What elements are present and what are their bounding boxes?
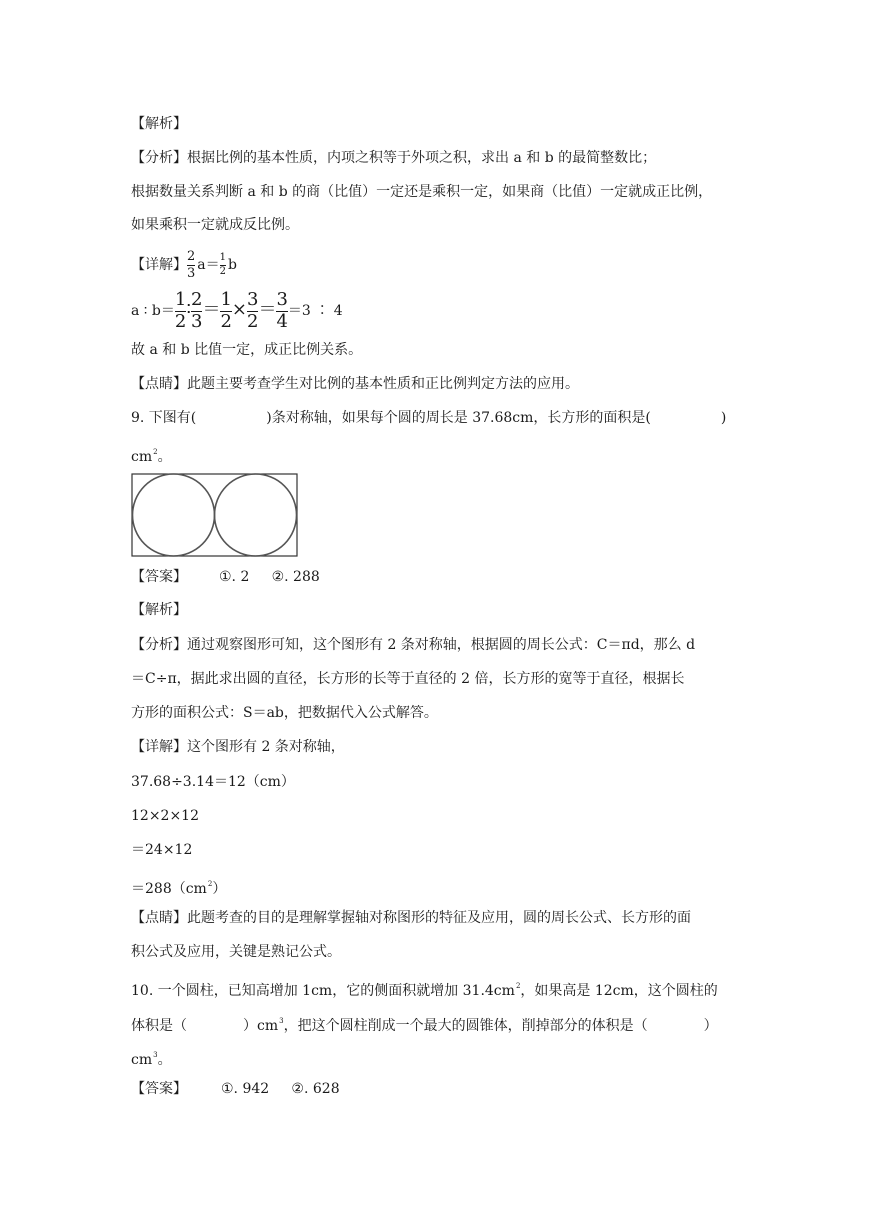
q9-fenxi-2: ＝C÷π，据此求出圆的直径，长方形的长等于直径的 2 倍，长方形的宽等于直径，根据长 [131,671,685,687]
fraction-4 [247,288,259,332]
fraction-3 [220,288,232,332]
q9-calc-4 [131,874,226,899]
denominator: 2 [219,265,227,277]
fenxi-line-2: 根据数量关系判断 a 和 b 的商（比值）一定还是乘积一定，如果商（比值）一定就成正比例， [131,184,713,200]
dianjing-text-1: 此题考查的目的是理解掌握轴对称图形的特征及应用，圆的周长公式、长方形的面 [187,910,691,926]
q9-jiexi: 【解析】 [131,602,187,618]
dianjing-text: 此题主要考查学生对比例的基本性质和正比例判定方法的应用。 [187,376,579,392]
fenxi-text-1: 通过观察图形可知，这个图形有 2 条对称轴，根据圆的周长公式：C＝πd，那么 d [187,637,696,653]
q10-superscript: 2 [515,982,521,990]
q10-line-1 [131,976,718,1001]
conclusion-line: 故 a 和 b 比值一定，成正比例关系。 [131,342,363,358]
answer-tag: 【答案】 [131,1081,187,1097]
times-sign: × [231,299,247,320]
fenxi-line-1 [131,148,656,168]
q9-unit [131,442,172,467]
fraction-2 [191,288,203,332]
xiangjie-tag: 【详解】 [131,257,187,274]
xiangjie-text: 这个图形有 2 条对称轴， [187,739,345,755]
numerator: 2 [187,249,196,264]
q9-calc-3: ＝24×12 [131,842,193,858]
q10-text-a: 10. 一个圆柱，已知高增加 1cm，它的侧面积就增加 31.4cm [131,983,515,999]
ratio-start: a ∶ b＝ [131,303,175,319]
denominator: 2 [174,310,187,332]
calc-text: ＝288（cm [131,881,207,897]
answer-text: ①. 942 ②. 628 [221,1081,340,1097]
q10-line-2 [131,1011,718,1036]
fraction-two-thirds [187,250,195,280]
ratio-colon: ∶ [186,299,191,320]
numerator: 3 [247,288,259,310]
unit-text: cm [131,449,153,465]
q9-calc-2: 12×2×12 [131,808,199,824]
denominator: 3 [187,265,196,281]
q10-answer [131,1079,340,1099]
calc-superscript: 2 [207,880,213,888]
fenxi-text-1: 根据比例的基本性质，内项之积等于外项之积，求出 a 和 b 的最简整数比； [187,150,657,166]
answer-tag: 【答案】 [131,569,187,585]
denominator: 3 [191,310,203,332]
q9-stem-a: 9. 下图有( [131,410,197,426]
equals-a: ＝ [202,299,221,320]
numerator: 3 [276,288,288,310]
fraction-5 [276,288,288,332]
q10-punct: 。 [157,1052,172,1068]
answer-text: ①. 2 ②. 288 [219,569,320,585]
q9-stem-b: )条对称轴，如果每个圆的周长是 37.68cm，长方形的面积是( [266,410,651,426]
q9-fenxi-3: 方形的面积公式：S＝ab，把数据代入公式解答。 [131,705,438,721]
fenxi-line-3: 如果乘积一定就成反比例。 [131,217,299,233]
equals-b: ＝ [258,299,277,320]
unit-punct: 。 [157,449,172,465]
rectangle-two-circles-figure [131,473,299,558]
ratio-end: ＝3 ∶ 4 [287,303,343,319]
q9-stem [131,408,726,428]
fraction-half [220,253,226,277]
q10-text-b: ，如果高是 12cm，这个圆柱的 [520,983,718,999]
dianjing-tag: 【点睛】 [131,910,187,926]
numerator: 1 [174,288,187,310]
numerator: 1 [220,288,232,310]
unit-superscript: 2 [153,448,158,456]
dianjing-line [131,374,579,394]
denominator: 4 [276,310,288,332]
ratio-equation [131,290,343,331]
q9-calc-1: 37.68÷3.14＝12（cm） [131,774,295,790]
q10-text-f: ） [703,1018,718,1034]
equation-mid: a＝ [197,257,220,274]
q10-text-d: ）cm [243,1018,279,1034]
q10-unit: cm [131,1052,153,1068]
calc-close: ） [212,881,227,897]
q9-fenxi-1 [131,635,695,655]
q10-line-3 [131,1045,172,1070]
q9-dianjing-1 [131,908,691,928]
xiangjie-tag: 【详解】 [131,739,187,755]
q10-text-e: ，把这个圆柱削成一个最大的圆锥体，削掉部分的体积是（ [283,1018,648,1034]
fenxi-tag: 【分析】 [131,150,187,166]
q9-dianjing-2: 积公式及应用，关键是熟记公式。 [131,944,341,960]
equation-end: b [228,257,237,274]
q10-text-c: 体积是（ [131,1018,187,1034]
denominator: 2 [220,310,232,332]
fraction-1 [174,288,187,332]
q10-superscript: 3 [153,1051,158,1059]
jiexi-heading: 【解析】 [131,116,187,132]
denominator: 2 [247,310,259,332]
q9-xiangjie [131,737,345,757]
q10-superscript: 3 [279,1017,284,1025]
xiangjie-line [131,250,237,280]
q9-answer [131,567,320,587]
numerator: 2 [191,288,203,310]
fenxi-tag: 【分析】 [131,637,187,653]
q9-stem-c: ) [720,410,727,426]
dianjing-tag: 【点睛】 [131,376,187,392]
numerator: 1 [219,252,227,264]
